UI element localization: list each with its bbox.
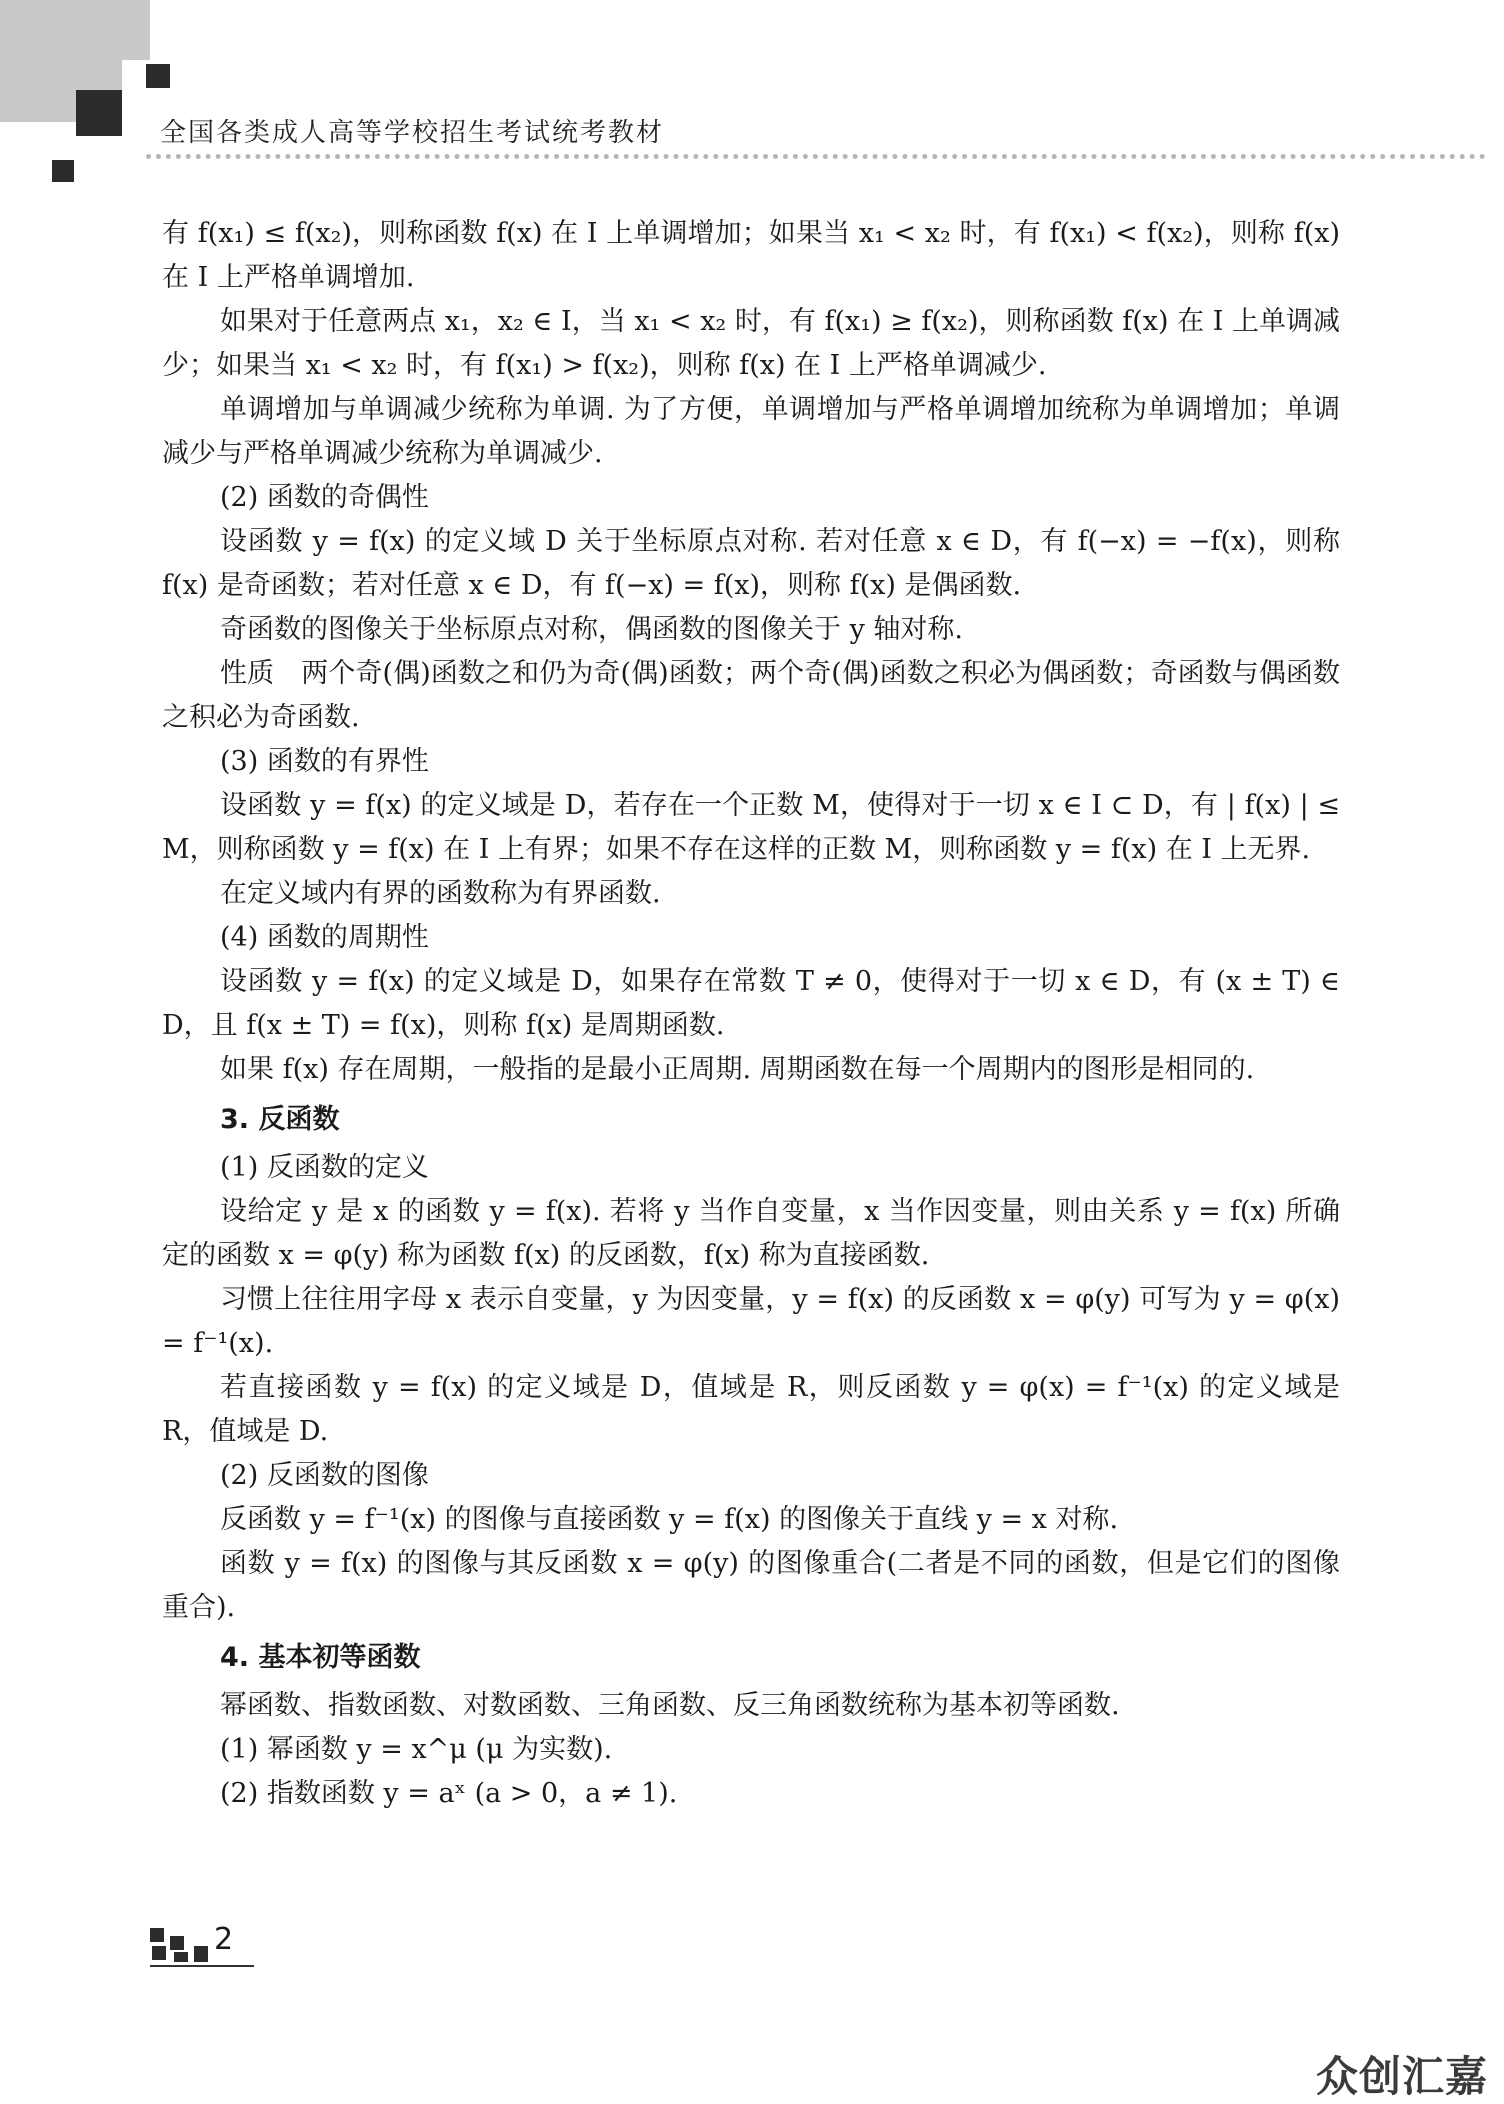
paragraph-bounded-function: 在定义域内有界的函数称为有界函数.	[220, 878, 661, 909]
paragraph-increasing: 有 f(x₁) ≤ f(x₂)，则称函数 f(x) 在 I 上单调增加；如果当 x₁ < x₂ 时，有 f(x₁) < f(x₂)，则称 f(x) 在 I 上严格单调增加.	[162, 218, 1340, 293]
footer-square	[194, 1946, 208, 1962]
subheading-inverse-def: (1) 反函数的定义	[220, 1152, 429, 1183]
paragraph-inverse-notation: 习惯上往往用字母 x 表示自变量，y 为因变量，y = f(x) 的反函数 x = φ(y) 可写为 y = φ(x) = f⁻¹(x).	[162, 1284, 1340, 1359]
footer-rule	[150, 1965, 254, 1967]
section-title-elementary-functions: 4. 基本初等函数	[220, 1642, 421, 1673]
paragraph-inverse-domain: 若直接函数 y = f(x) 的定义域是 D，值域是 R，则反函数 y = φ(x) = f⁻¹(x) 的定义域是 R，值域是 D.	[162, 1372, 1340, 1447]
paragraph-parity-property: 性质 两个奇(偶)函数之和仍为奇(偶)函数；两个奇(偶)函数之积必为偶函数；奇函数与偶函数之积必为奇函数.	[162, 658, 1340, 733]
paragraph-parity-symmetry: 奇函数的图像关于坐标原点对称，偶函数的图像关于 y 轴对称.	[220, 614, 963, 645]
paragraph-parity-def: 设函数 y = f(x) 的定义域 D 关于坐标原点对称. 若对任意 x ∈ D，有 f(−x) = −f(x)，则称 f(x) 是奇函数；若对任意 x ∈ D，有 f(−x) = f(x)，则称 f(x) 是偶函数.	[162, 526, 1340, 601]
item-exponential-function: (2) 指数函数 y = aˣ (a > 0，a ≠ 1).	[220, 1778, 678, 1809]
page-number: 2	[214, 1922, 234, 1957]
subheading-inverse-graph: (2) 反函数的图像	[220, 1460, 429, 1491]
header-gray-strip	[0, 0, 150, 60]
paragraph-periodic-min: 如果 f(x) 存在周期，一般指的是最小正周期. 周期函数在每一个周期内的图形是相同的.	[220, 1054, 1255, 1085]
paragraph-bounded-def: 设函数 y = f(x) 的定义域是 D，若存在一个正数 M，使得对于一切 x ∈ I ⊂ D，有 | f(x) | ≤ M，则称函数 y = f(x) 在 I 上有界；如果不存在这样的正数 M，则称函数 y = f(x) 在 I 上无界.	[162, 790, 1340, 865]
footer-square	[152, 1946, 166, 1960]
subheading-parity: (2) 函数的奇偶性	[220, 482, 429, 513]
paragraph-inverse-def: 设给定 y 是 x 的函数 y = f(x). 若将 y 当作自变量，x 当作因变量，则由关系 y = f(x) 所确定的函数 x = φ(y) 称为函数 f(x) 的反函数，f(x) 称为直接函数.	[162, 1196, 1340, 1271]
item-power-function: (1) 幂函数 y = x^μ (μ 为实数).	[220, 1734, 613, 1765]
header-square-large	[76, 90, 122, 136]
paragraph-periodic-def: 设函数 y = f(x) 的定义域是 D，如果存在常数 T ≠ 0，使得对于一切 x ∈ D，有 (x ± T) ∈ D，且 f(x ± T) = f(x)，则称 f(x) 是周期函数.	[162, 966, 1340, 1041]
subheading-periodicity: (4) 函数的周期性	[220, 922, 429, 953]
paragraph-inverse-graph-coincide: 函数 y = f(x) 的图像与其反函数 x = φ(y) 的图像重合(二者是不同的函数，但是它们的图像重合).	[162, 1548, 1340, 1623]
paragraph-monotonic: 单调增加与单调减少统称为单调. 为了方便，单调增加与严格单调增加统称为单调增加；单调减少与严格单调减少统称为单调减少.	[162, 394, 1340, 469]
paragraph-elementary-list: 幂函数、指数函数、对数函数、三角函数、反三角函数统称为基本初等函数.	[220, 1690, 1120, 1721]
header-dotted-rule	[146, 154, 1486, 159]
footer-square	[174, 1952, 188, 1962]
watermark-logo: 众创汇嘉	[1316, 2052, 1489, 2101]
page-body	[162, 212, 1340, 1816]
header-square-small	[146, 64, 170, 88]
header-square-bottom	[52, 160, 74, 182]
paragraph-inverse-graph-symmetry: 反函数 y = f⁻¹(x) 的图像与直接函数 y = f(x) 的图像关于直线 y = x 对称.	[220, 1504, 1119, 1535]
paragraph-decreasing: 如果对于任意两点 x₁，x₂ ∈ I，当 x₁ < x₂ 时，有 f(x₁) ≥ f(x₂)，则称函数 f(x) 在 I 上单调减少；如果当 x₁ < x₂ 时，有 f(x₁) > f(x₂)，则称 f(x) 在 I 上严格单调减少.	[162, 306, 1340, 381]
subheading-boundedness: (3) 函数的有界性	[220, 746, 429, 777]
running-header-title: 全国各类成人高等学校招生考试统考教材	[160, 118, 665, 148]
section-title-inverse-function: 3. 反函数	[220, 1104, 340, 1135]
footer-square	[170, 1936, 184, 1950]
footer-square	[150, 1928, 164, 1942]
